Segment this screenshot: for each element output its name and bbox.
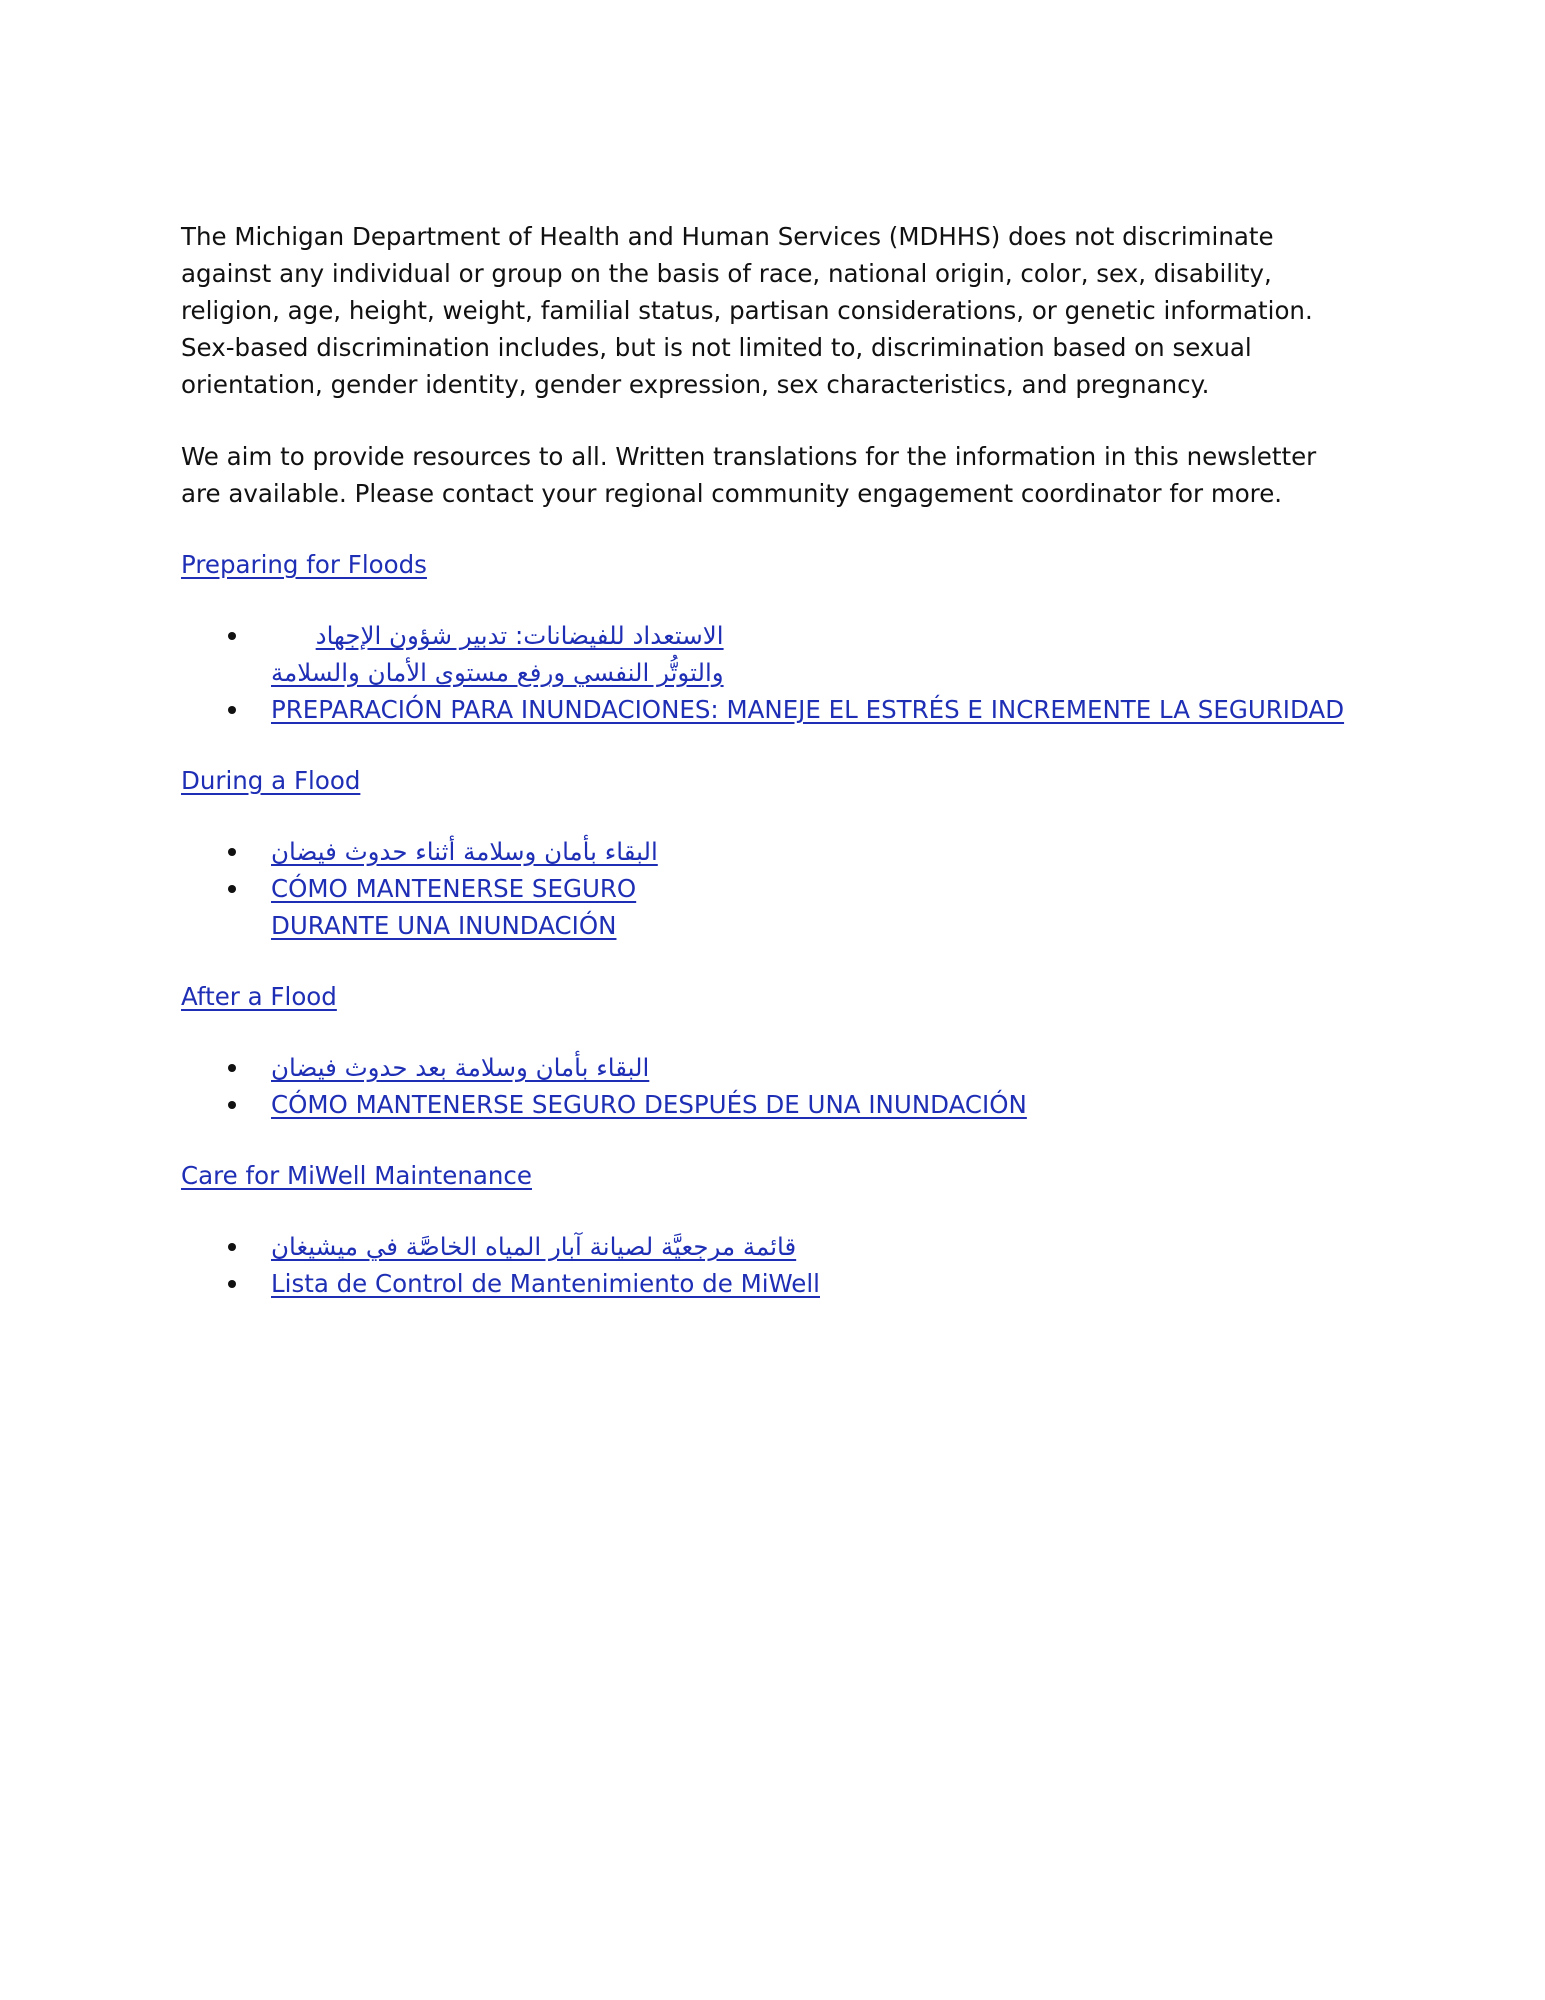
- section-after-a-flood: [181, 978, 1381, 1123]
- bullet-icon: [228, 1101, 236, 1109]
- spanish-resource-link[interactable]: [271, 870, 636, 944]
- bullet-icon: [228, 1243, 236, 1251]
- link-list: [181, 833, 1381, 944]
- bullet-icon: [228, 848, 236, 856]
- section-heading-link[interactable]: After a Flood: [181, 982, 337, 1011]
- section-miwell-maintenance: [181, 1157, 1381, 1302]
- notice-line: Sex-based discrimination includes, but is not limited to, discrimination based on sexual: [181, 333, 1252, 362]
- section-preparing-for-floods: [181, 546, 1381, 728]
- non-discrimination-notice: [181, 218, 1381, 403]
- list-item: [181, 833, 1381, 870]
- link-line: قائمة مرجعيَّة لصيانة آبار المياه الخاصَّة في ميشيغان: [271, 1232, 797, 1261]
- link-line: CÓMO MANTENERSE SEGURO: [271, 874, 637, 903]
- notice-line: religion, age, height, weight, familial status, partisan considerations, or genetic information.: [181, 296, 1313, 325]
- spanish-resource-link[interactable]: [271, 691, 1344, 728]
- link-list: [181, 617, 1381, 728]
- link-line: والتوتُّر النفسي ورفع مستوى الأمان والسلامة: [271, 658, 724, 687]
- section-heading-link[interactable]: During a Flood: [181, 766, 361, 795]
- arabic-resource-link[interactable]: [271, 1228, 796, 1265]
- section-heading-link[interactable]: Care for MiWell Maintenance: [181, 1161, 532, 1190]
- link-line: CÓMO MANTENERSE SEGURO DESPUÉS DE UNA INUNDACIÓN: [271, 1090, 1027, 1119]
- link-line: الاستعداد للفيضانات: تدبير شؤون الإجهاد: [315, 621, 724, 650]
- arabic-resource-link[interactable]: [271, 617, 724, 691]
- list-item: [181, 1228, 1381, 1265]
- list-item: [181, 1049, 1381, 1086]
- link-line: DURANTE UNA INUNDACIÓN: [271, 911, 617, 940]
- list-item: [181, 617, 1381, 691]
- list-item: [181, 1086, 1381, 1123]
- list-item: [181, 870, 1381, 944]
- notice-line: against any individual or group on the basis of race, national origin, color, sex, disability,: [181, 259, 1272, 288]
- link-list: [181, 1049, 1381, 1123]
- translations-notice: [181, 438, 1381, 512]
- document-page: [181, 218, 1381, 1336]
- link-line: Lista de Control de Mantenimiento de MiWell: [271, 1269, 820, 1298]
- notice-line: The Michigan Department of Health and Human Services (MDHHS) does not discriminate: [181, 222, 1274, 251]
- bullet-icon: [228, 885, 236, 893]
- spanish-resource-link[interactable]: [271, 1265, 820, 1302]
- bullet-icon: [228, 1280, 236, 1288]
- bullet-icon: [228, 632, 236, 640]
- link-line: PREPARACIÓN PARA INUNDACIONES: MANEJE EL ESTRÉS E INCREMENTE LA SEGURIDAD: [271, 695, 1345, 724]
- link-line: البقاء بأمان وسلامة أثناء حدوث فيضان: [271, 837, 658, 866]
- translations-line: are available. Please contact your regional community engagement coordinator for more.: [181, 479, 1283, 508]
- notice-line: orientation, gender identity, gender expression, sex characteristics, and pregnancy.: [181, 370, 1210, 399]
- translations-line: We aim to provide resources to all. Written translations for the information in this newsletter: [181, 442, 1317, 471]
- link-line: البقاء بأمان وسلامة بعد حدوث فيضان: [271, 1053, 650, 1082]
- resource-sections: [181, 546, 1381, 1302]
- list-item: [181, 1265, 1381, 1302]
- bullet-icon: [228, 1064, 236, 1072]
- bullet-icon: [228, 706, 236, 714]
- section-during-a-flood: [181, 762, 1381, 944]
- arabic-resource-link[interactable]: [271, 1049, 649, 1086]
- list-item: [181, 691, 1381, 728]
- arabic-resource-link[interactable]: [271, 833, 658, 870]
- section-heading-link[interactable]: Preparing for Floods: [181, 550, 427, 579]
- spanish-resource-link[interactable]: [271, 1086, 1027, 1123]
- link-list: [181, 1228, 1381, 1302]
